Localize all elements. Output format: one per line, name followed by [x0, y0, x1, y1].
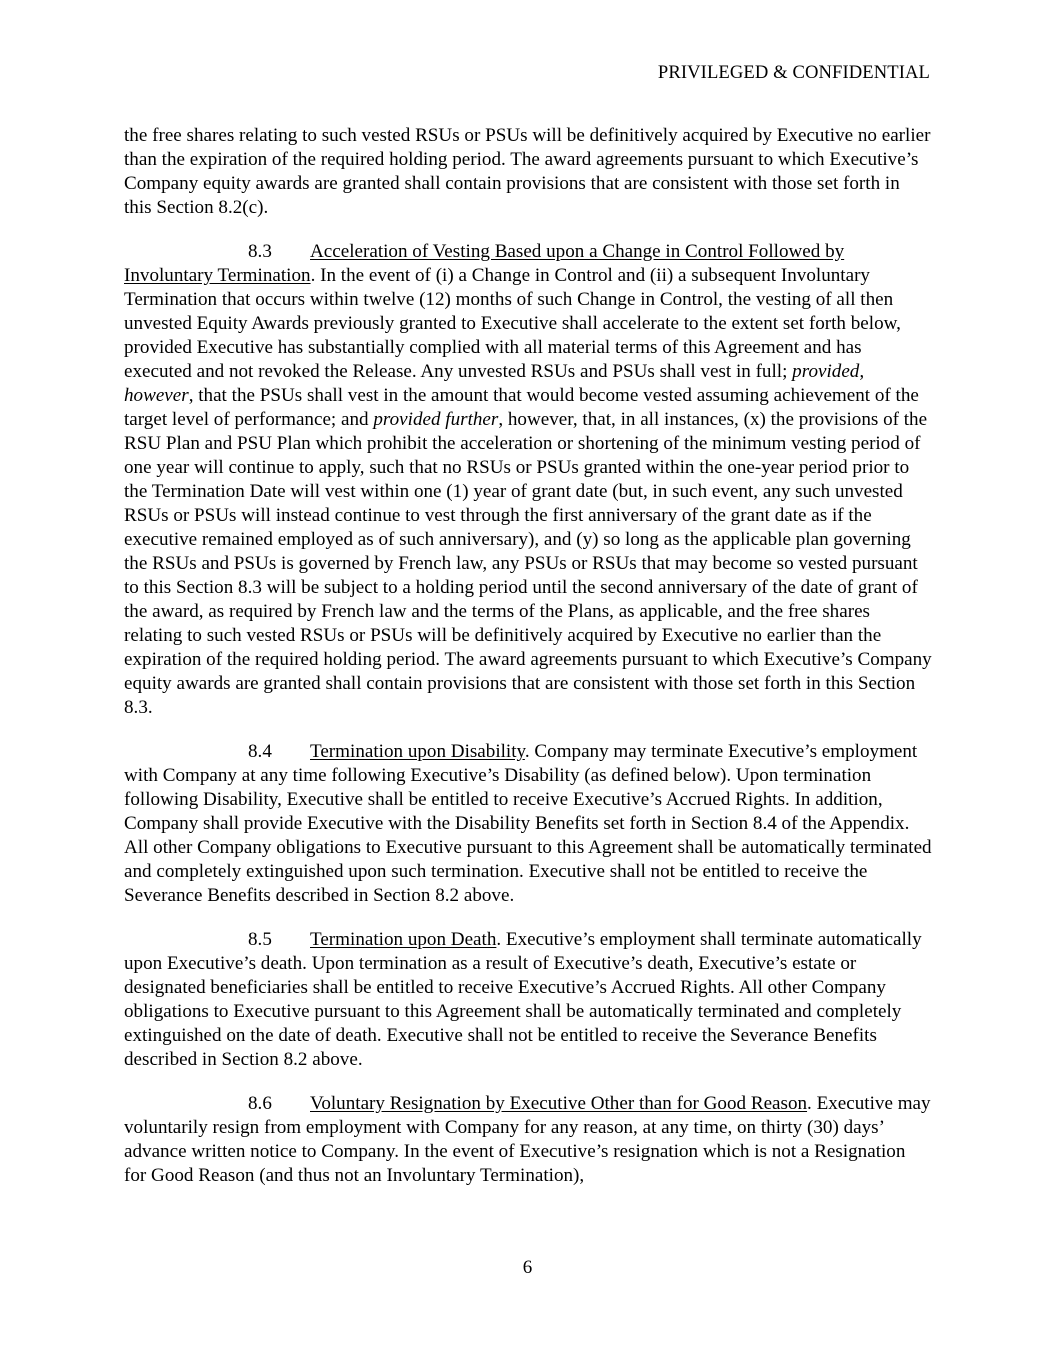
section-number: 8.4 [248, 741, 272, 762]
italic-term: provided, however [124, 361, 865, 406]
section-text: , however, that, in all instances, (x) the provisions of the RSU Plan and PSU Plan which prohibit the acceleration or shortening of the minimum vesting period of one year will continue to apply, such that no RSUs or PSUs granted within the one-year period prior to the Termination Date will vest within one (1) year of grant date (but, in such event, any such unvested RSUs or PSUs will instead continue to vest through the first anniversary of the grant date as if the executive remained employed as of such anniversary), and (y) so long as the applicable plan governing the RSUs and PSUs is governed by French law, any PSUs or RSUs that may become so vested pursuant to this Section 8.3 will be subject to a holding period until the second anniversary of the date of grant of the award, as required by French law and the terms of the Plans, as applicable, and the free shares relating to such vested RSUs or PSUs will be definitively acquired by Executive no earlier than the expiration of the required holding period. The award agreements pursuant to which Executive’s Company equity awards are granted shall contain provisions that are consistent with those set forth in this Section 8.3. [124, 409, 932, 718]
continuation-paragraph: the free shares relating to such vested RSUs or PSUs will be definitively acquired by Executive no earlier than the expiration of the required holding period. The award agreements pursuant to which Executive’s Company equity awards are granted shall contain provisions that are consistent with those set forth in this Section 8.2(c). [124, 125, 931, 218]
section-text: , that the PSUs shall vest in the amount that would become vested assuming achievement of the target level of performance; and [124, 385, 919, 430]
section-8-5-paragraph [124, 928, 932, 1072]
section-8-3-paragraph [124, 240, 932, 720]
section-heading: Voluntary Resignation by Executive Other than for Good Reason [310, 1093, 808, 1114]
section-text: . Company may terminate Executive’s employment with Company at any time following Executive’s Disability (as defined below). Upon termination following Disability, Executive shall be entitled to receive Executive’s Accrued Rights. In addition, Company shall provide Executive with the Disability Benefits set forth in Section 8.4 of the Appendix. All other Company obligations to Executive pursuant to this Agreement shall be automatically terminated and completely extinguished upon such termination. Executive shall not be entitled to receive the Severance Benefits described in Section 8.2 above. [124, 741, 932, 906]
section-heading: Acceleration of Vesting Based upon a Change in Control Followed by Involuntary Termination [124, 241, 845, 286]
document-body [124, 124, 932, 1208]
section-8-4-paragraph [124, 740, 932, 908]
section-number: 8.3 [248, 241, 272, 262]
section-heading: Termination upon Death [310, 929, 497, 950]
section-heading: Termination upon Disability [310, 741, 525, 762]
section-text: . In the event of (i) a Change in Control and (ii) a subsequent Involuntary Termination that occurs within twelve (12) months of such Change in Control, the vesting of all then unvested Equity Awards previously granted to Executive shall accelerate to the extent set forth below, provided Executive has substantially complied with all material terms of this Agreement and has executed and not revoked the Release. Any unvested RSUs and PSUs shall vest in full; [124, 265, 901, 382]
section-number: 8.5 [248, 929, 272, 950]
section-text: . Executive may voluntarily resign from employment with Company for any reason, at any time, on thirty (30) days’ advance written notice to Company. In the event of Executive’s resignation which is not a Resignation for Good Reason (and thus not an Involuntary Termination), [124, 1093, 931, 1186]
italic-term: provided further [373, 409, 499, 430]
page-number: 6 [522, 1257, 533, 1278]
section-8-6-paragraph [124, 1092, 932, 1188]
section-number: 8.6 [248, 1093, 272, 1114]
confidentiality-header: PRIVILEGED & CONFIDENTIAL [657, 62, 930, 83]
section-text: . Executive’s employment shall terminate automatically upon Executive’s death. Upon termination as a result of Executive’s death, Executive’s estate or designated beneficiaries shall be entitled to receive Executive’s Accrued Rights. All other Company obligations to Executive pursuant to this Agreement shall be automatically terminated and completely extinguished on the date of death. Executive shall not be entitled to receive the Severance Benefits described in Section 8.2 above. [124, 929, 922, 1070]
